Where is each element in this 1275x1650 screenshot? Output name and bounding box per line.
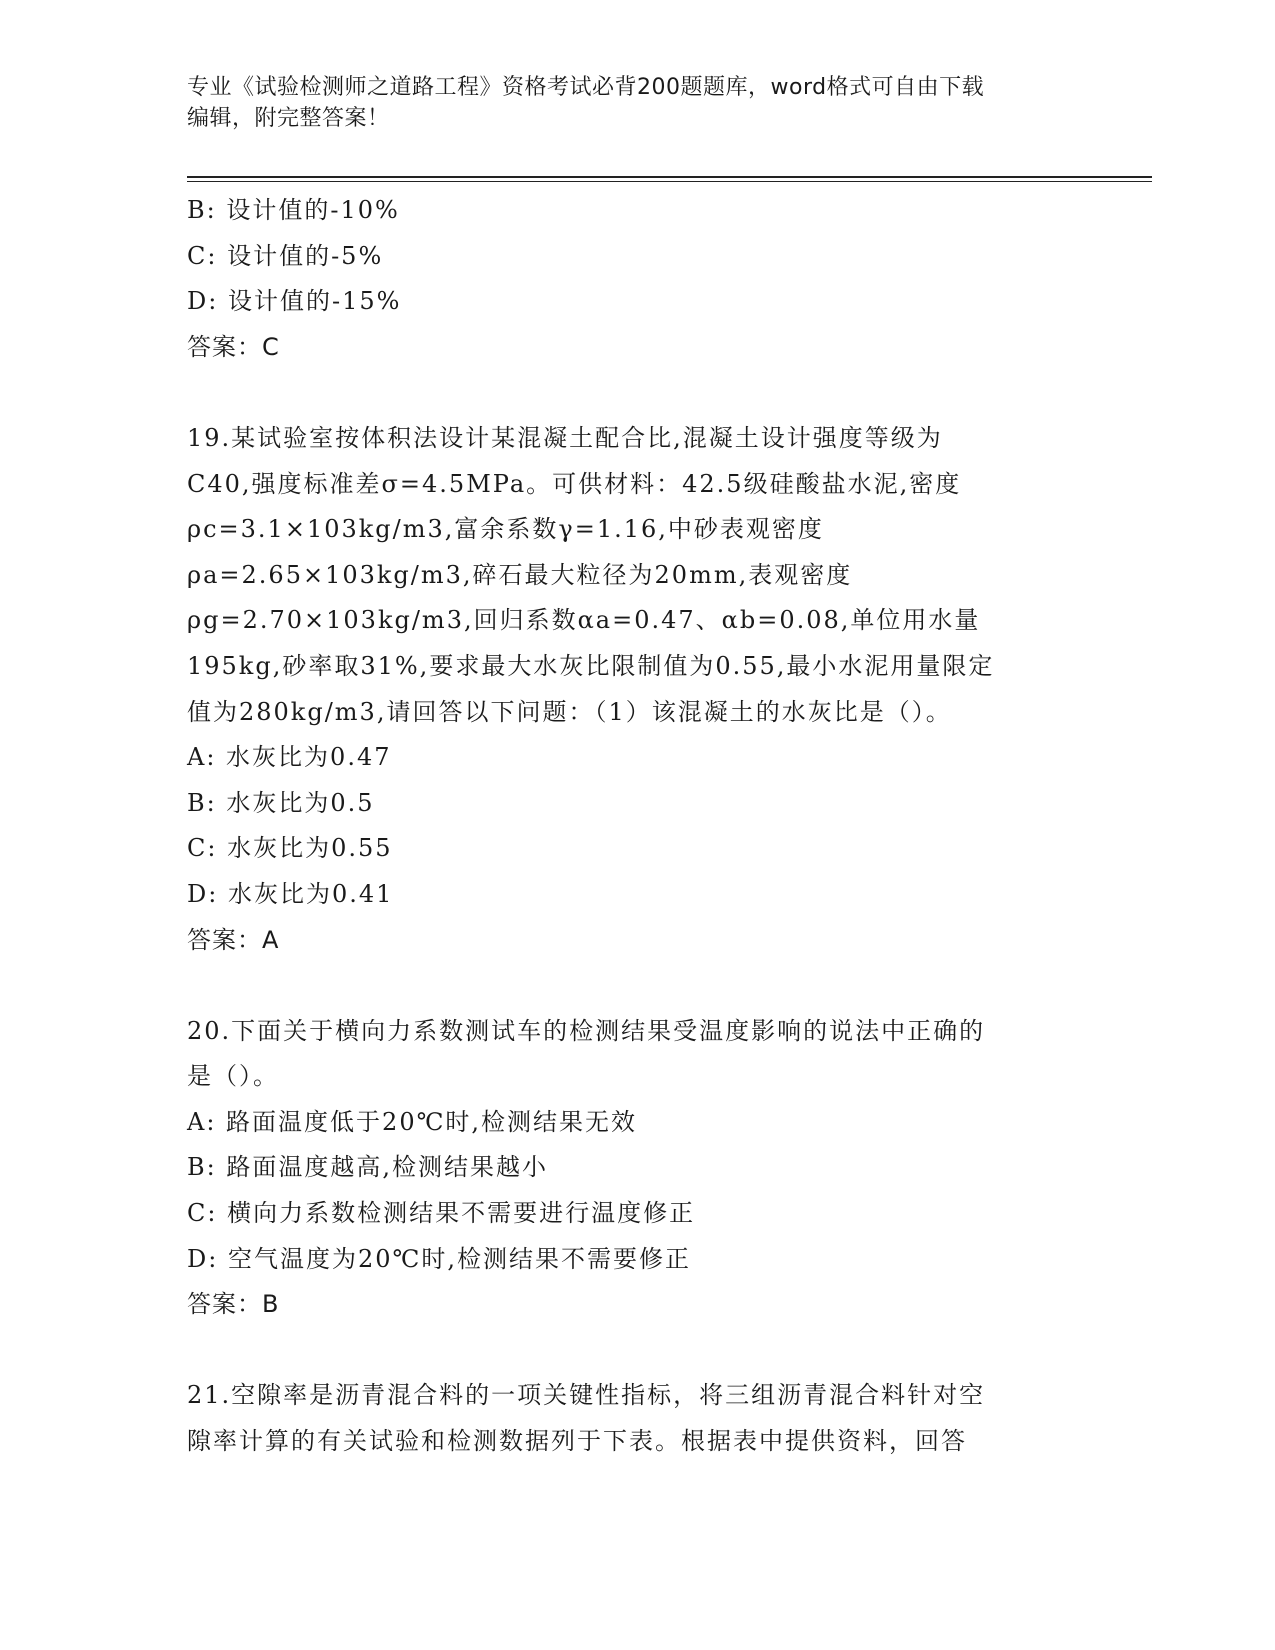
- option-b: B: 路面温度越高,检测结果越小: [187, 1153, 548, 1182]
- header-rule-thick: [187, 176, 1152, 178]
- header-line-1: 专业《试验检测师之道路工程》资格考试必背200题题库，word格式可自由下载: [187, 75, 985, 100]
- option-a: A: 水灰比为0.47: [187, 743, 392, 772]
- question-text-line: 21.空隙率是沥青混合料的一项关键性指标，将三组沥青混合料针对空: [187, 1381, 986, 1410]
- option-b: B: 水灰比为0.5: [187, 788, 375, 817]
- option-c: C: 设计值的-5%: [187, 241, 384, 270]
- header-rule-thin: [187, 181, 1152, 182]
- question-text-line: C40,强度标准差σ=4.5MPa。可供材料：42.5级硅酸盐水泥,密度: [187, 469, 962, 498]
- spacer: [187, 963, 1087, 1009]
- spacer: [187, 1328, 1087, 1374]
- option-c: C: 横向力系数检测结果不需要进行温度修正: [187, 1199, 696, 1228]
- option-d: D: 水灰比为0.41: [187, 879, 394, 908]
- question-20: [187, 1009, 1087, 1328]
- question-text-line: ρg=2.70×103kg/m3,回归系数αa=0.47、αb=0.08,单位用水量: [187, 606, 981, 635]
- spacer: [187, 370, 1087, 416]
- answer-line: 答案：A: [187, 925, 280, 954]
- question-text-line: ρc=3.1×103kg/m3,富余系数γ=1.16,中砂表观密度: [187, 515, 824, 544]
- page-header: [187, 72, 1087, 134]
- question-text-line: 值为280kg/m3,请回答以下问题：（1）该混凝土的水灰比是（）。: [187, 697, 952, 726]
- answer-line: 答案：B: [187, 1290, 280, 1319]
- question-text-line: ρa=2.65×103kg/m3,碎石最大粒径为20mm,表观密度: [187, 560, 853, 589]
- answer-line: 答案：C: [187, 332, 280, 361]
- option-b: B: 设计值的-10%: [187, 196, 400, 224]
- option-d: D: 空气温度为20℃时,检测结果不需要修正: [187, 1244, 691, 1273]
- question-18-tail: [187, 188, 1087, 370]
- question-text-line: 19.某试验室按体积法设计某混凝土配合比,混凝土设计强度等级为: [187, 423, 943, 452]
- question-19: [187, 416, 1087, 963]
- question-text-line: 隙率计算的有关试验和检测数据列于下表。根据表中提供资料，回答: [187, 1427, 967, 1456]
- option-a: A: 路面温度低于20℃时,检测结果无效: [187, 1107, 638, 1136]
- option-c: C: 水灰比为0.55: [187, 834, 393, 863]
- question-21: [187, 1373, 1087, 1464]
- question-text-line: 20.下面关于横向力系数测试车的检测结果受温度影响的说法中正确的: [187, 1016, 986, 1045]
- question-text-line: 是（）。: [187, 1062, 279, 1091]
- question-text-line: 195kg,砂率取31%,要求最大水灰比限制值为0.55,最小水泥用量限定: [187, 651, 995, 680]
- document-body: [187, 188, 1087, 1465]
- header-line-2: 编辑，附完整答案！: [187, 106, 390, 131]
- option-d: D: 设计值的-15%: [187, 287, 402, 316]
